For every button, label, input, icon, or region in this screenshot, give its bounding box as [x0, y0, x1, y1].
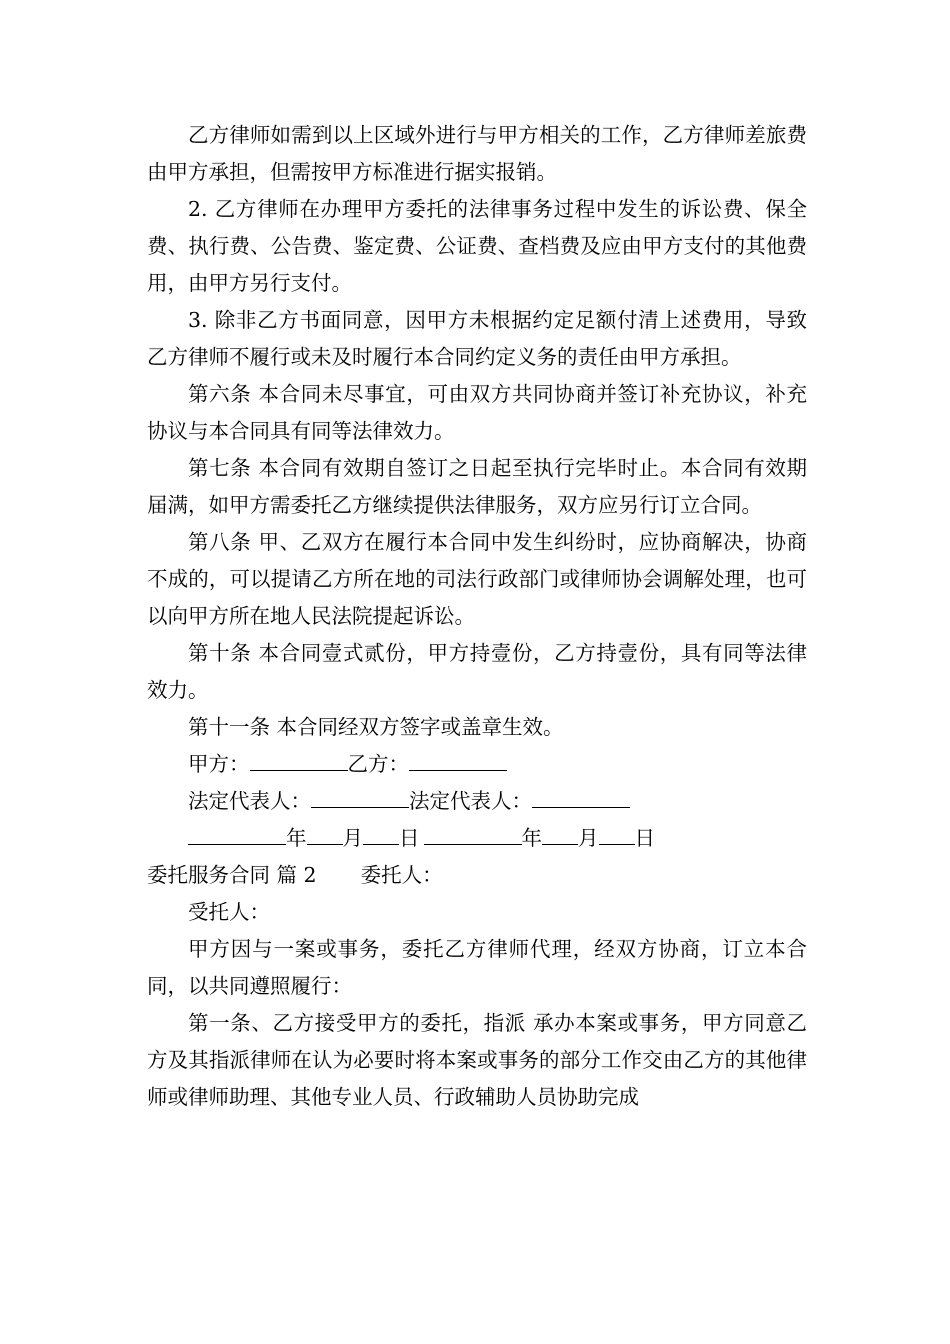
signature-dates-line — [147, 820, 807, 857]
section-2-article-1: 第一条、乙方接受甲方的委托，指派 承办本案或事务，甲方同意乙方及其指派律师在认为必要时将本案或事务的部分工作交由乙方的其他律师或律师助理、其他专业人员、行政辅助人员协助完成 — [147, 1011, 807, 1109]
rep-a-label: 法定代表人： — [188, 789, 311, 813]
date-a-year-label: 年 — [286, 826, 307, 850]
signature-parties-line — [147, 746, 807, 783]
party-a-label: 甲方： — [188, 752, 250, 776]
rep-b-label: 法定代表人： — [409, 789, 532, 813]
signature-representatives-line — [147, 783, 807, 820]
paragraph-article-8: 第八条 甲、乙双方在履行本合同中发生纠纷时，应协商解决，协商不成的，可以提请乙方所在地的司法行政部门或律师协会调解处理，也可以向甲方所在地人民法院提起诉讼。 — [147, 530, 807, 628]
date-a-day-label: 日 — [399, 826, 420, 850]
paragraph-clause-3: 3. 除非乙方书面同意，因甲方未根据约定足额付清上述费用，导致乙方律师不履行或未及时履行本合同约定义务的责任由甲方承担。 — [147, 308, 807, 369]
paragraph-article-11: 第十一条 本合同经双方签字或盖章生效。 — [188, 715, 564, 739]
party-b-label: 乙方： — [347, 752, 409, 776]
paragraph-travel-expenses: 乙方律师如需到以上区域外进行与甲方相关的工作，乙方律师差旅费由甲方承担，但需按甲方标准进行据实报销。 — [147, 123, 807, 184]
document-body — [147, 117, 807, 1116]
date-b-year-label: 年 — [521, 826, 542, 850]
date-a-month-blank[interactable] — [307, 824, 343, 845]
date-b-day-blank[interactable] — [599, 824, 635, 845]
date-a-day-blank[interactable] — [363, 824, 399, 845]
paragraph-article-10: 第十条 本合同壹式贰份，甲方持壹份，乙方持壹份，具有同等法律效力。 — [147, 641, 807, 702]
agent-label: 受托人： — [188, 900, 270, 924]
paragraph-article-6: 第六条 本合同未尽事宜，可由双方共同协商并签订补充协议，补充协议与本合同具有同等法律效力。 — [147, 382, 807, 443]
client-label: 委托人： — [360, 863, 443, 887]
date-b-month-blank[interactable] — [542, 824, 578, 845]
section-2-heading-line — [147, 857, 807, 894]
date-b-month-label: 月 — [578, 826, 599, 850]
rep-b-blank[interactable] — [532, 787, 630, 808]
date-a-month-label: 月 — [342, 826, 363, 850]
date-b-year-blank[interactable] — [424, 824, 522, 845]
party-a-blank[interactable] — [250, 750, 348, 771]
section-2-heading: 委托服务合同 篇 2 — [147, 863, 317, 887]
date-a-year-blank[interactable] — [188, 824, 286, 845]
rep-a-blank[interactable] — [311, 787, 409, 808]
section-2-intro: 甲方因与一案或事务，委托乙方律师代理，经双方协商，订立本合同，以共同遵照履行： — [147, 937, 807, 998]
date-b-day-label: 日 — [634, 826, 655, 850]
paragraph-article-7: 第七条 本合同有效期自签订之日起至执行完毕时止。本合同有效期届满，如甲方需委托乙方继续提供法律服务，双方应另行订立合同。 — [147, 456, 807, 517]
party-b-blank[interactable] — [409, 750, 507, 771]
paragraph-clause-2: 2. 乙方律师在办理甲方委托的法律事务过程中发生的诉讼费、保全费、执行费、公告费、鉴定费、公证费、查档费及应由甲方支付的其他费用，由甲方另行支付。 — [147, 197, 807, 295]
